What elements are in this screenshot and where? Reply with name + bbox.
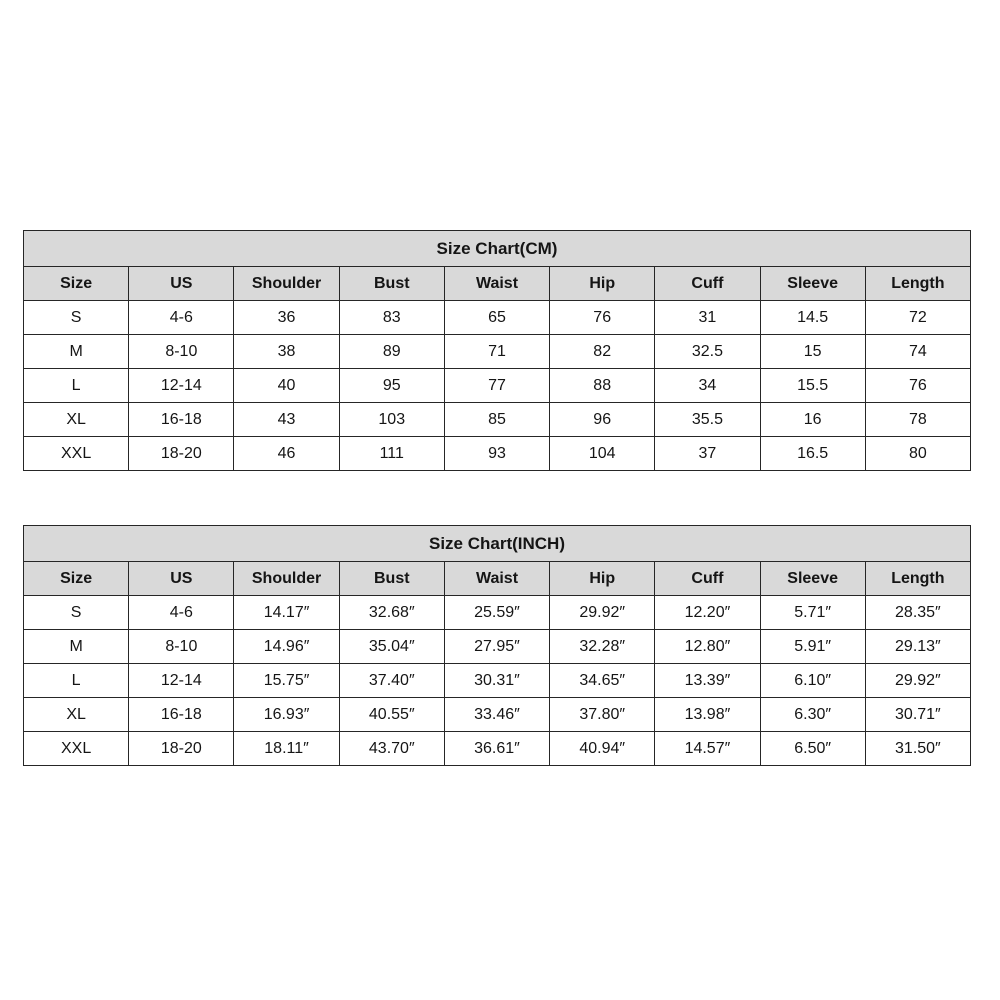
- measurement-cell: 40.55″: [339, 698, 444, 732]
- measurement-cell: 15.75″: [234, 664, 339, 698]
- measurement-cell: 16-18: [129, 403, 234, 437]
- column-header-length: Length: [865, 562, 970, 596]
- measurement-cell: 30.31″: [444, 664, 549, 698]
- column-header-waist: Waist: [444, 562, 549, 596]
- measurement-cell: 12.80″: [655, 630, 760, 664]
- measurement-cell: 8-10: [129, 630, 234, 664]
- column-header-shoulder: Shoulder: [234, 562, 339, 596]
- measurement-cell: 14.96″: [234, 630, 339, 664]
- measurement-cell: 34.65″: [550, 664, 655, 698]
- measurement-cell: 72: [865, 301, 970, 335]
- measurement-cell: 93: [444, 437, 549, 471]
- measurement-cell: 13.98″: [655, 698, 760, 732]
- measurement-cell: 25.59″: [444, 596, 549, 630]
- measurement-cell: 29.92″: [865, 664, 970, 698]
- column-header-bust: Bust: [339, 562, 444, 596]
- size-label-cell: M: [24, 630, 129, 664]
- measurement-cell: 78: [865, 403, 970, 437]
- table-row: [24, 403, 971, 437]
- measurement-cell: 37.80″: [550, 698, 655, 732]
- measurement-cell: 18-20: [129, 732, 234, 766]
- measurement-cell: 43: [234, 403, 339, 437]
- measurement-cell: 4-6: [129, 596, 234, 630]
- measurement-cell: 80: [865, 437, 970, 471]
- column-header-sleeve: Sleeve: [760, 562, 865, 596]
- size-label-cell: M: [24, 335, 129, 369]
- measurement-cell: 88: [550, 369, 655, 403]
- size-label-cell: XL: [24, 403, 129, 437]
- column-header-hip: Hip: [550, 562, 655, 596]
- measurement-cell: 5.91″: [760, 630, 865, 664]
- measurement-cell: 27.95″: [444, 630, 549, 664]
- column-header-row: [24, 562, 971, 596]
- column-header-sleeve: Sleeve: [760, 267, 865, 301]
- column-header-cuff: Cuff: [655, 267, 760, 301]
- measurement-cell: 38: [234, 335, 339, 369]
- measurement-cell: 89: [339, 335, 444, 369]
- measurement-cell: 14.57″: [655, 732, 760, 766]
- measurement-cell: 34: [655, 369, 760, 403]
- measurement-cell: 32.5: [655, 335, 760, 369]
- measurement-cell: 18.11″: [234, 732, 339, 766]
- measurement-cell: 82: [550, 335, 655, 369]
- column-header-cuff: Cuff: [655, 562, 760, 596]
- table-title: Size Chart(INCH): [24, 526, 971, 562]
- table-title-row: [24, 526, 971, 562]
- measurement-cell: 85: [444, 403, 549, 437]
- measurement-cell: 40: [234, 369, 339, 403]
- measurement-cell: 6.10″: [760, 664, 865, 698]
- measurement-cell: 15: [760, 335, 865, 369]
- measurement-cell: 5.71″: [760, 596, 865, 630]
- size-label-cell: S: [24, 596, 129, 630]
- column-header-size: Size: [24, 267, 129, 301]
- measurement-cell: 95: [339, 369, 444, 403]
- column-header-us: US: [129, 562, 234, 596]
- measurement-cell: 8-10: [129, 335, 234, 369]
- column-header-waist: Waist: [444, 267, 549, 301]
- column-header-shoulder: Shoulder: [234, 267, 339, 301]
- measurement-cell: 96: [550, 403, 655, 437]
- measurement-cell: 35.04″: [339, 630, 444, 664]
- measurement-cell: 29.13″: [865, 630, 970, 664]
- table-row: [24, 369, 971, 403]
- measurement-cell: 12-14: [129, 664, 234, 698]
- measurement-cell: 36: [234, 301, 339, 335]
- measurement-cell: 76: [550, 301, 655, 335]
- measurement-cell: 13.39″: [655, 664, 760, 698]
- table-row: [24, 630, 971, 664]
- measurement-cell: 104: [550, 437, 655, 471]
- column-header-hip: Hip: [550, 267, 655, 301]
- table-title: Size Chart(CM): [24, 231, 971, 267]
- column-header-us: US: [129, 267, 234, 301]
- table-row: [24, 335, 971, 369]
- table-row: [24, 664, 971, 698]
- measurement-cell: 32.28″: [550, 630, 655, 664]
- measurement-cell: 103: [339, 403, 444, 437]
- size-label-cell: S: [24, 301, 129, 335]
- measurement-cell: 14.17″: [234, 596, 339, 630]
- table-row: [24, 301, 971, 335]
- measurement-cell: 4-6: [129, 301, 234, 335]
- measurement-cell: 12-14: [129, 369, 234, 403]
- table-row: [24, 437, 971, 471]
- measurement-cell: 15.5: [760, 369, 865, 403]
- measurement-cell: 40.94″: [550, 732, 655, 766]
- size-chart-cm-table: [23, 230, 971, 471]
- measurement-cell: 37.40″: [339, 664, 444, 698]
- measurement-cell: 32.68″: [339, 596, 444, 630]
- table-row: [24, 596, 971, 630]
- measurement-cell: 43.70″: [339, 732, 444, 766]
- measurement-cell: 83: [339, 301, 444, 335]
- measurement-cell: 6.30″: [760, 698, 865, 732]
- measurement-cell: 14.5: [760, 301, 865, 335]
- measurement-cell: 16-18: [129, 698, 234, 732]
- measurement-cell: 29.92″: [550, 596, 655, 630]
- measurement-cell: 28.35″: [865, 596, 970, 630]
- measurement-cell: 77: [444, 369, 549, 403]
- measurement-cell: 31: [655, 301, 760, 335]
- table-title-row: [24, 231, 971, 267]
- size-label-cell: L: [24, 664, 129, 698]
- measurement-cell: 31.50″: [865, 732, 970, 766]
- measurement-cell: 36.61″: [444, 732, 549, 766]
- measurement-cell: 33.46″: [444, 698, 549, 732]
- measurement-cell: 65: [444, 301, 549, 335]
- column-header-bust: Bust: [339, 267, 444, 301]
- measurement-cell: 74: [865, 335, 970, 369]
- measurement-cell: 46: [234, 437, 339, 471]
- measurement-cell: 16: [760, 403, 865, 437]
- measurement-cell: 30.71″: [865, 698, 970, 732]
- size-chart-inch-table: [23, 525, 971, 766]
- measurement-cell: 18-20: [129, 437, 234, 471]
- measurement-cell: 12.20″: [655, 596, 760, 630]
- size-label-cell: XL: [24, 698, 129, 732]
- column-header-size: Size: [24, 562, 129, 596]
- measurement-cell: 16.93″: [234, 698, 339, 732]
- table-row: [24, 732, 971, 766]
- table-row: [24, 698, 971, 732]
- size-label-cell: XXL: [24, 732, 129, 766]
- measurement-cell: 111: [339, 437, 444, 471]
- measurement-cell: 76: [865, 369, 970, 403]
- measurement-cell: 37: [655, 437, 760, 471]
- size-label-cell: L: [24, 369, 129, 403]
- measurement-cell: 71: [444, 335, 549, 369]
- column-header-row: [24, 267, 971, 301]
- measurement-cell: 6.50″: [760, 732, 865, 766]
- column-header-length: Length: [865, 267, 970, 301]
- size-label-cell: XXL: [24, 437, 129, 471]
- measurement-cell: 16.5: [760, 437, 865, 471]
- measurement-cell: 35.5: [655, 403, 760, 437]
